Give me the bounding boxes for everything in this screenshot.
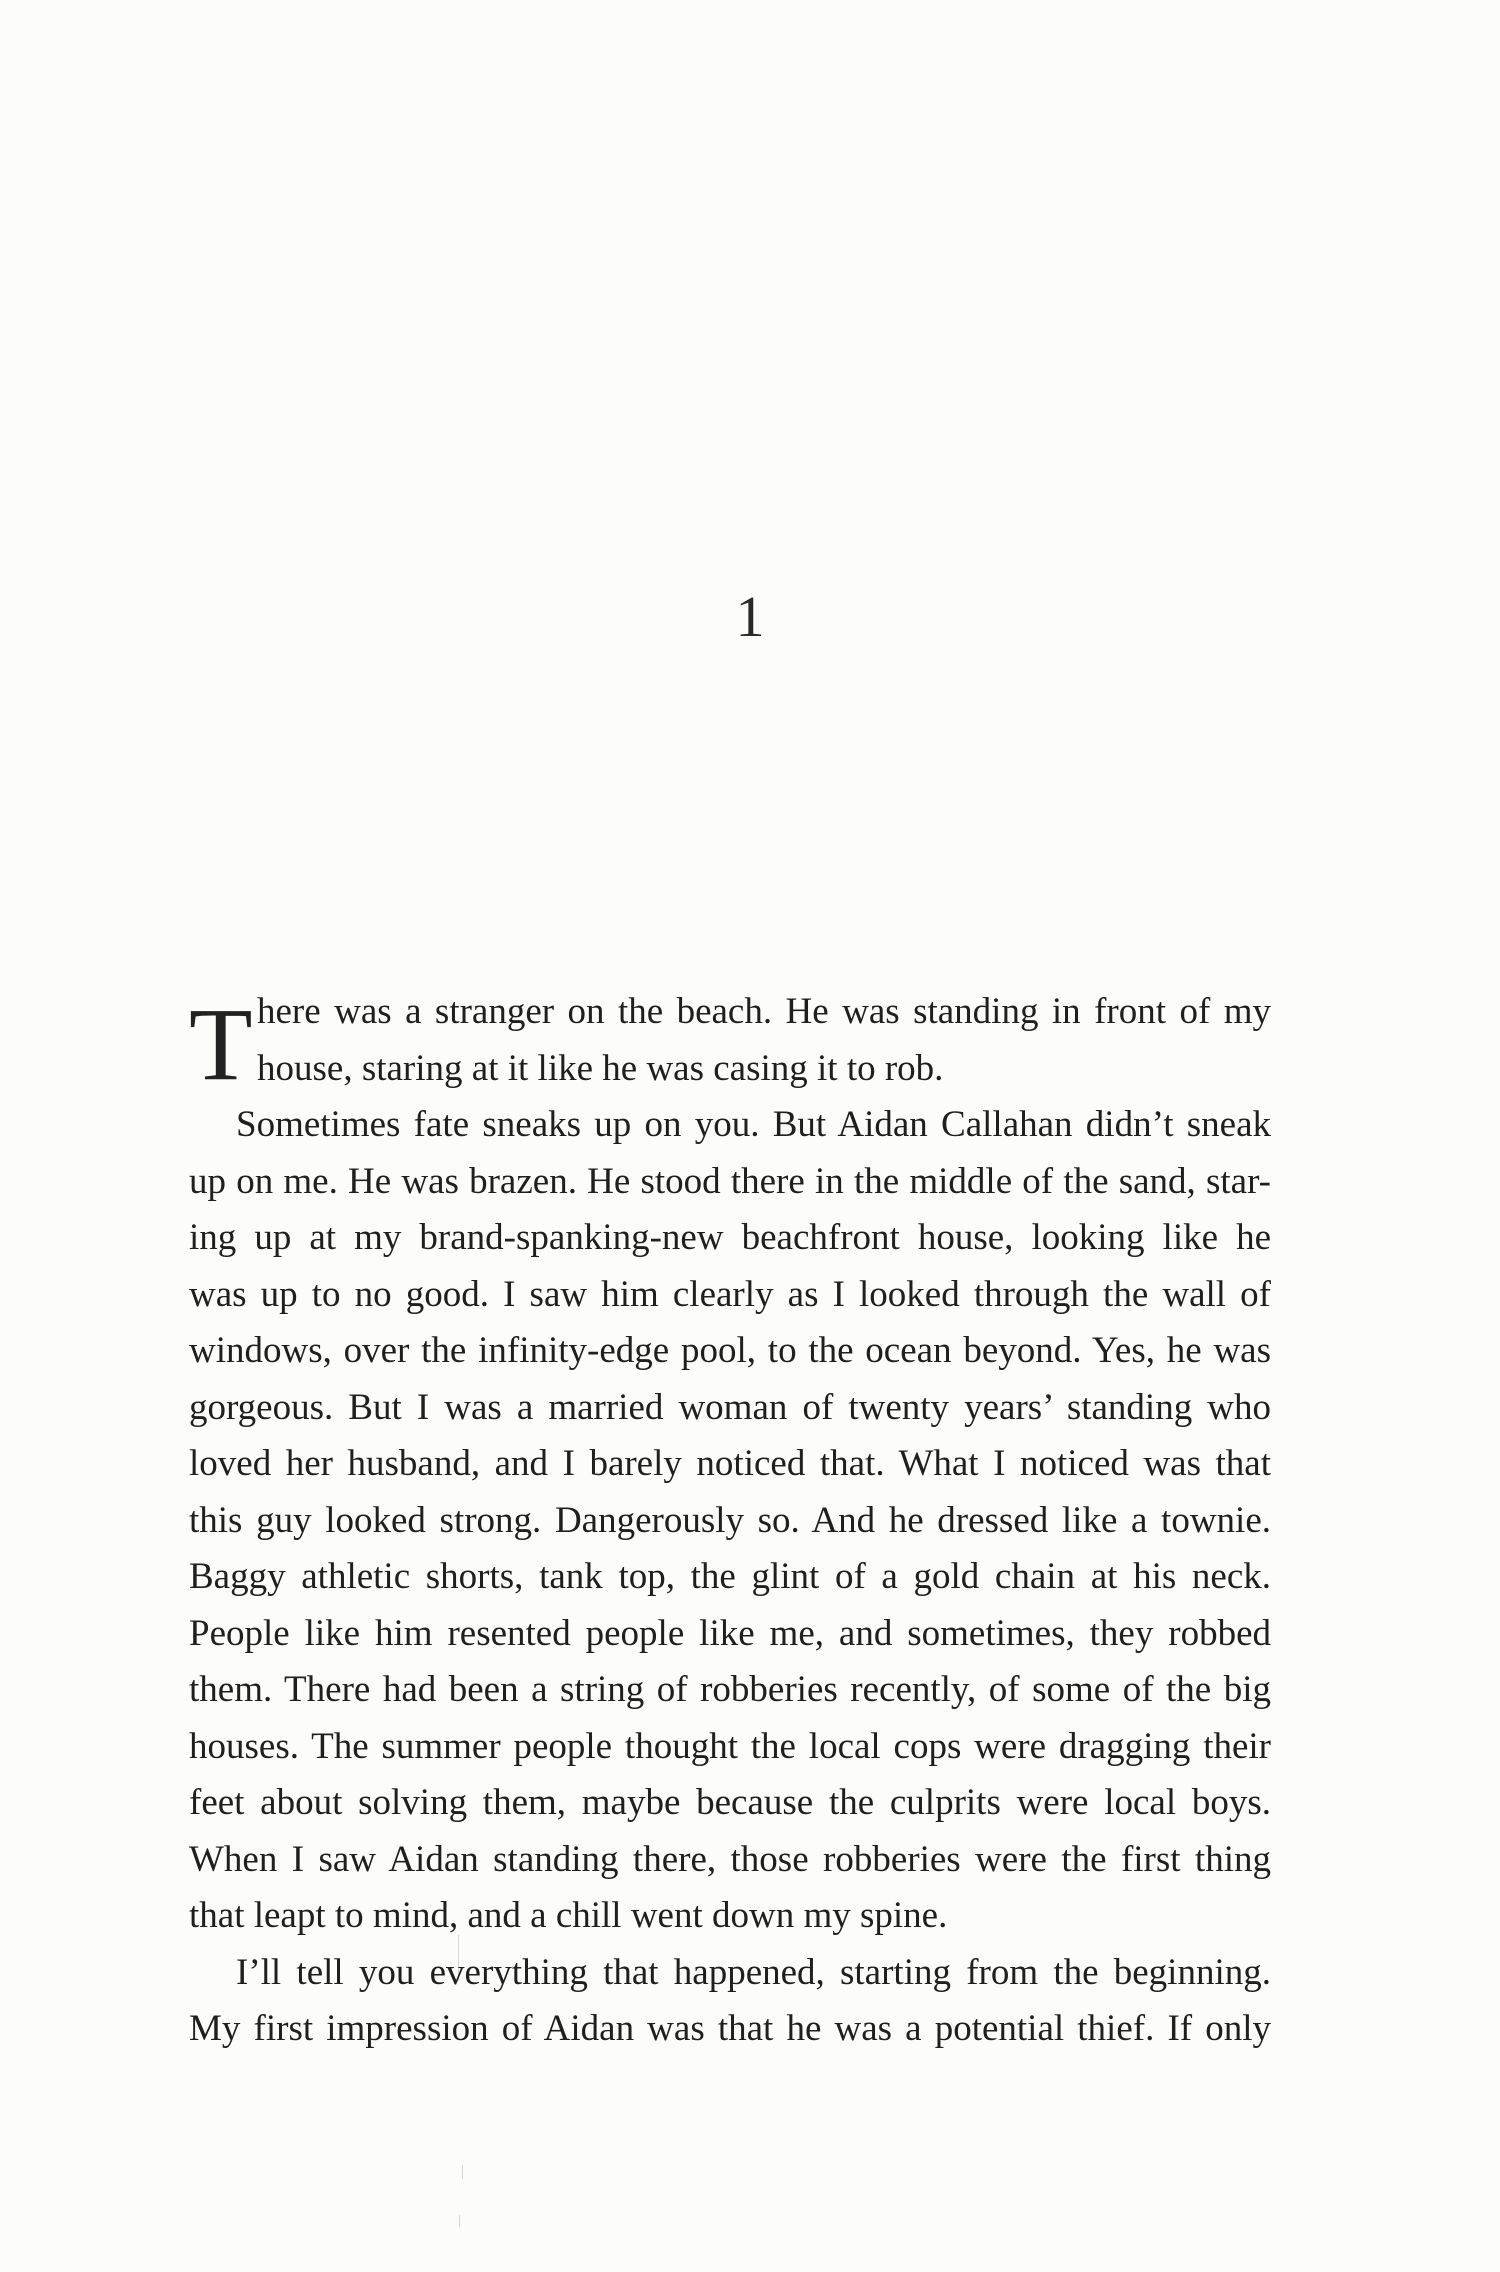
drop-cap: T [189, 987, 253, 1102]
scan-mark [462, 2165, 463, 2179]
text-line: Baggy athletic shorts, tank top, the glint of a gold chain at his neck. [189, 1556, 1271, 1597]
text-line: feet about solving them, maybe because the culprits were local boys. [189, 1782, 1271, 1823]
text-line: Sometimes fate sneaks up on you. But Aidan Callahan didn’t sneak [236, 1104, 1271, 1145]
text-line: loved her husband, and I barely noticed that. What I noticed was that [189, 1443, 1271, 1484]
text-line: People like him resented people like me, and sometimes, they robbed [189, 1612, 1271, 1654]
text-line: I’ll tell you everything that happened, starting from the beginning. [236, 1951, 1271, 1993]
chapter-number: 1 [735, 584, 765, 649]
text-line: house, staring at it like he was casing it to rob. [257, 1047, 944, 1089]
text-line: that leapt to mind, and a chill went down my spine. [189, 1895, 948, 1936]
text-line: When I saw Aidan standing there, those robberies were the first thing [189, 1838, 1271, 1880]
text-line: here was a stranger on the beach. He was standing in front of my [257, 991, 1271, 1032]
text-line: up on me. He was brazen. He stood there in the middle of the sand, star- [189, 1160, 1271, 1202]
text-line: ing up at my brand-spanking-new beachfront house, looking like he [189, 1217, 1271, 1258]
text-line: this guy looked strong. Dangerously so. And he dressed like a townie. [189, 1499, 1271, 1541]
text-line: My first impression of Aidan was that he was a potential thief. If only [189, 2008, 1271, 2049]
text-line: gorgeous. But I was a married woman of twenty years’ standing who [189, 1386, 1271, 1428]
body-text [189, 984, 1271, 2058]
text-line: was up to no good. I saw him clearly as I looked through the wall of [189, 1273, 1271, 1315]
scan-mark [459, 2215, 460, 2227]
text-line: windows, over the infinity-edge pool, to the ocean beyond. Yes, he was [189, 1330, 1271, 1371]
text-line: them. There had been a string of robberies recently, of some of the big [189, 1669, 1271, 1710]
text-line: houses. The summer people thought the local cops were dragging their [189, 1725, 1271, 1767]
